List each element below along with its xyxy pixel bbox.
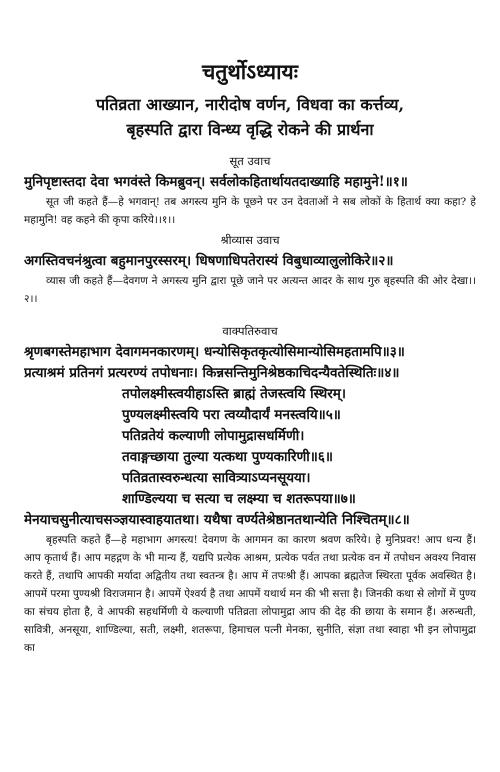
translation-1: सूत जी कहते हैं—हे भगवान्! तब अगस्त्य मुनि के पूछने पर उन देवताओं ने सब लोकों के हितार्थ क्या कहा? हे महामुनि! वह कहने की कृपा करिये।।१।। bbox=[24, 196, 476, 226]
verse-7-line-2: शाण्डिल्यया च सत्या च लक्ष्म्या च शतरूपया॥७॥ bbox=[122, 491, 356, 507]
verse-5-line-1: तपोलक्ष्मीस्त्वयीहाऽस्ति ब्राह्मं तेजस्त्वयि स्थिरम्। bbox=[122, 386, 346, 402]
verse-5-line-2: पुण्यलक्ष्मीस्त्वयि परा त्वय्यौदार्यं मनस्त्वयि॥५॥ bbox=[122, 407, 341, 423]
subtitle-line-2: बृहस्पति द्वारा विन्ध्य वृद्धि रोकने की प्रार्थना bbox=[126, 120, 374, 139]
verse-8: मेनयाचसुनीत्याचसञ्ज्ञयास्वाहयातथा। यथैषा वर्ण्यतेश्रेष्ठानतथान्येति निश्चितम्॥८॥ bbox=[24, 512, 410, 528]
speaker-label-vyasa: श्रीव्यास उवाच bbox=[220, 233, 280, 247]
verse-7-line-1: पतिव्रतास्वरुन्धत्या सावित्र्याऽप्यनसूयया। bbox=[122, 470, 311, 486]
subtitle-line-1: पतिव्रता आख्यान, नारीदोष वर्णन, विधवा का कर्त्तव्य, bbox=[95, 95, 405, 114]
speaker-label-suta: सूत उवाच bbox=[229, 154, 271, 168]
verse-6-line-2: तवाङ्गच्छाया तुल्या यत्कथा पुण्यकारिणी॥६॥ bbox=[122, 449, 333, 465]
verse-1: मुनिपृष्टास्तदा देवा भगवंस्ते किमब्रुवन्। सर्वलोकहितार्थायतदाख्याहि महामुने!॥१॥ bbox=[24, 174, 408, 190]
verse-4: प्रत्याश्रमं प्रतिनगं प्रत्यरण्यं तपोधनाः। किन्नसन्तिमुनिश्रेष्ठकाचिदन्यैवतेस्थितिः॥४॥ bbox=[24, 365, 400, 381]
verse-3: श्रृणबगस्तेमहाभाग देवागमनकारणम्। धन्योसिकृतकृत्योसिमान्योसिमहतामपि॥३॥ bbox=[24, 344, 405, 360]
translation-2: व्यास जी कहते हैं—देवगण ने अगस्त्य मुनि द्वारा पूछे जाने पर अत्यन्त आदर के साथ गुरु बृहस्पति की ओर देखा।।२।। bbox=[24, 275, 476, 305]
translation-3: बृहस्पति कहते हैं—हे महाभाग अगस्त्य! देवगण के आगमन का कारण श्रवण करिये। हे मुनिप्रवर! आप धन्य हैं। आप कृतार्थ हैं। आप महद्गण के भी मान्य हैं, यद्यपि प्रत्येक आश्रम, प्रत्येक पर्वत तथा प्रत्येक वन में तपोधन अवश्य निवास करते हैं, तथापि आपकी मर्यादा अद्वितीय तथा स्वतन्त्र है। आप में तपःश्री हैं। आपका ब्रह्मतेज स्थिरता पूर्वक अवस्थित है। आपमें परमा पुण्यश्री विराजमान है। आपमें ऐश्वर्य है तथा आपमें यथार्थ मन की भी सत्ता है। जिनकी कथा से लोगों में पुण्य का संचय होता है, वे आपकी सहधर्मिणी ये कल्याणी पतिव्रता लोपामुद्रा आप की देह की छाया के समान हैं। अरुन्धती, सावित्री, अनसूया, शाण्डिल्या, सती, लक्ष्मी, शतरूपा, हिमाचल पत्नी मेनका, सुनीति, संज्ञा तथा स्वाहा भी इन लोपामुद्रा का bbox=[24, 534, 476, 654]
chapter-title: चतुर्थोऽध्यायः bbox=[202, 59, 298, 84]
speaker-label-vakpati: वाक्पतिरुवाच bbox=[222, 324, 278, 338]
verse-2: अगस्तिवचनंश्रुत्वा बहुमानपुरस्सरम्। धिषणाधिपतेरास्यं विबुधाव्यालुलोकिरे॥२॥ bbox=[24, 253, 394, 269]
chapter-subtitle bbox=[24, 92, 476, 142]
verse-6-line-1: पतिव्रतेयं कल्याणी लोपामुद्रासधर्मिणी। bbox=[122, 428, 305, 444]
